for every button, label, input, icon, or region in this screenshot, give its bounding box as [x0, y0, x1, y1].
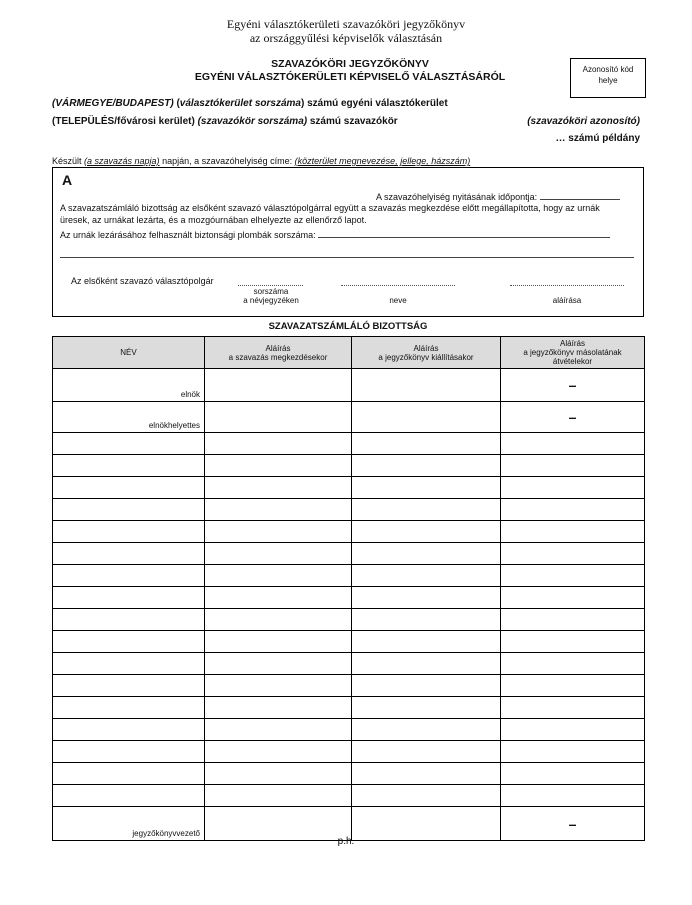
role-chair[interactable]: elnök [53, 369, 205, 402]
sig-cell[interactable] [501, 631, 645, 653]
sig-cell[interactable] [352, 587, 501, 609]
district-line [52, 98, 448, 109]
table-row [53, 763, 645, 785]
sig-cell[interactable] [352, 565, 501, 587]
blank-line[interactable] [60, 257, 634, 258]
table-row [53, 543, 645, 565]
sig-issue-b: a jegyzőkönyv kiállításakor [378, 352, 474, 362]
sig-cell[interactable] [205, 543, 352, 565]
sig-copy-c: átvételekor [552, 357, 593, 366]
page-subtitle: EGYÉNI VÁLASZTÓKERÜLETI KÉPVISELŐ VÁLASZTÁSÁRÓL [194, 71, 506, 83]
stamp-place: p.h. [337, 836, 355, 847]
sig-cell[interactable] [352, 543, 501, 565]
sig-copy-a: Aláírás [560, 339, 585, 348]
document-header-line2: az országgyűlési képviselők választásán [249, 31, 443, 45]
sig-cell[interactable] [501, 785, 645, 807]
verification-text-1: A szavazatszámláló bizottság az elsőként szavazó választópolgárral együtt a szavazás megkezdése előtt megállapította, hogy az urnák [60, 203, 600, 213]
sig-issue-a: Aláírás [413, 343, 439, 353]
name-cell[interactable] [53, 675, 205, 697]
sig-cell[interactable] [501, 741, 645, 763]
sig-cell[interactable] [352, 477, 501, 499]
sig-cell[interactable] [205, 609, 352, 631]
station-text: számú szavazókör [307, 116, 398, 127]
sig-cell[interactable] [352, 455, 501, 477]
verification-text-2: üresek, az urnákat lezárta, és a mozgóurnában elhelyezte az ellenőrző lapot. [60, 215, 367, 225]
sig-cell[interactable] [501, 675, 645, 697]
sig-cell[interactable] [501, 587, 645, 609]
name-cell[interactable] [53, 587, 205, 609]
first-voter-label: Az elsőként szavazó választópolgár [71, 276, 214, 286]
sig-cell[interactable] [205, 402, 352, 433]
table-row [53, 719, 645, 741]
sig-cell[interactable] [501, 455, 645, 477]
name-cell[interactable] [53, 763, 205, 785]
seals-label: Az urnák lezárásához felhasznált biztonsági plombák sorszáma: [60, 230, 316, 240]
dash-cell: – [501, 369, 645, 402]
vote-date-field: (a szavazás napja) [84, 156, 160, 166]
table-row [53, 675, 645, 697]
committee-table [52, 336, 645, 841]
sig-cell[interactable] [352, 785, 501, 807]
settlement-field: (TELEPÜLÉS/fővárosi kerület) [52, 116, 195, 127]
sig-cell[interactable] [352, 631, 501, 653]
sig-cell[interactable] [352, 499, 501, 521]
sig-cell[interactable] [205, 369, 352, 402]
sig-cell[interactable] [205, 499, 352, 521]
seals-field[interactable] [318, 229, 610, 238]
station-number-field: (szavazókör sorszáma) [197, 116, 308, 127]
col-header-sig-issue [352, 337, 501, 369]
sig-cell[interactable] [501, 763, 645, 785]
name-cell[interactable] [53, 653, 205, 675]
sig-cell[interactable] [501, 719, 645, 741]
table-row [53, 565, 645, 587]
sig-cell[interactable] [501, 609, 645, 631]
district-paren: ( [173, 98, 180, 109]
committee-title: SZAVAZATSZÁMLÁLÓ BIZOTTSÁG [268, 321, 428, 332]
made-text: Készült [52, 156, 85, 166]
sig-cell[interactable] [205, 565, 352, 587]
station-id-field: (szavazóköri azonosító) [527, 116, 640, 127]
id-code-label-1: Azonosító kód [582, 65, 634, 74]
table-row [53, 433, 645, 455]
name-cell[interactable] [53, 719, 205, 741]
voter-number-caption-1: sorszáma [253, 287, 289, 296]
name-cell[interactable] [53, 521, 205, 543]
name-cell[interactable] [53, 785, 205, 807]
opening-time-label: A szavazóhelyiség nyitásának időpontja: [376, 192, 538, 202]
col-header-sig-copy [501, 337, 645, 369]
address-label: napján, a szavazóhelyiség címe: [159, 156, 295, 166]
voter-signature-caption: aláírása [552, 296, 582, 305]
seals-line [60, 229, 610, 240]
voter-signature-field[interactable] [510, 284, 624, 286]
address-field: (közterület megnevezése, jellege, házszám) [294, 156, 471, 166]
table-row [53, 631, 645, 653]
id-code-label-2: helye [598, 76, 618, 85]
voter-number-field[interactable] [238, 284, 303, 286]
sig-cell[interactable] [501, 565, 645, 587]
page-title: SZAVAZÓKÖRI JEGYZŐKÖNYV [271, 58, 429, 70]
sig-cell[interactable] [205, 631, 352, 653]
sig-cell[interactable] [205, 477, 352, 499]
document-header-line1: Egyéni választókerületi szavazóköri jegyzőkönyv [226, 17, 466, 31]
table-row [53, 587, 645, 609]
sig-cell[interactable] [501, 543, 645, 565]
sig-cell[interactable] [352, 653, 501, 675]
voter-number-caption [238, 287, 304, 305]
name-cell[interactable] [53, 609, 205, 631]
sig-cell[interactable] [352, 741, 501, 763]
sig-cell[interactable] [501, 697, 645, 719]
sig-cell[interactable] [205, 697, 352, 719]
sig-start-a: Aláírás [265, 343, 291, 353]
name-cell[interactable] [53, 543, 205, 565]
sig-cell[interactable] [501, 477, 645, 499]
sig-cell[interactable] [352, 402, 501, 433]
col-header-name: NÉV [53, 337, 205, 369]
county-field: (VÁRMEGYE/BUDAPEST) [52, 98, 174, 109]
sig-cell[interactable] [352, 369, 501, 402]
table-row-chair [53, 369, 645, 402]
opening-time-field[interactable] [540, 191, 620, 200]
name-cell[interactable] [53, 741, 205, 763]
copy-number-field: … számú példány [555, 133, 640, 144]
sig-cell[interactable] [352, 697, 501, 719]
district-number-field: választókerület sorszáma [179, 98, 301, 109]
sig-cell[interactable] [205, 785, 352, 807]
member-rows [53, 433, 645, 807]
table-row [53, 697, 645, 719]
sig-cell[interactable] [205, 455, 352, 477]
id-code-box [570, 58, 646, 98]
sig-cell[interactable] [501, 433, 645, 455]
sig-cell[interactable] [352, 675, 501, 697]
sig-cell[interactable] [352, 609, 501, 631]
name-cell[interactable] [53, 477, 205, 499]
sig-cell[interactable] [352, 521, 501, 543]
sig-cell[interactable] [205, 719, 352, 741]
sig-cell[interactable] [205, 587, 352, 609]
sig-cell[interactable] [205, 675, 352, 697]
polling-station-line [52, 116, 398, 127]
table-header-row [53, 337, 645, 369]
table-row [53, 653, 645, 675]
role-recorder[interactable]: jegyzőkönyvvezető [53, 807, 205, 841]
col-header-sig-start [205, 337, 352, 369]
sig-cell[interactable] [352, 719, 501, 741]
role-vice-chair[interactable]: elnökhelyettes [53, 402, 205, 433]
table-row [53, 609, 645, 631]
name-cell[interactable] [53, 565, 205, 587]
section-a-box [52, 167, 644, 317]
table-row [53, 785, 645, 807]
sig-cell[interactable] [205, 763, 352, 785]
name-cell[interactable] [53, 631, 205, 653]
sig-copy-b: a jegyzőkönyv másolatának [523, 348, 622, 357]
dash-cell: – [501, 807, 645, 841]
sig-cell[interactable] [501, 521, 645, 543]
voter-name-field[interactable] [341, 284, 455, 286]
table-row-vice [53, 402, 645, 433]
sig-cell[interactable] [501, 499, 645, 521]
voter-name-caption: neve [389, 296, 407, 305]
sig-start-b: a szavazás megkezdésekor [228, 352, 328, 362]
opening-time-line [376, 191, 620, 202]
name-cell[interactable] [53, 697, 205, 719]
table-row [53, 477, 645, 499]
section-a-letter: A [62, 172, 73, 188]
sig-cell[interactable] [501, 653, 645, 675]
name-cell[interactable] [53, 433, 205, 455]
table-row [53, 741, 645, 763]
voter-number-caption-2: a névjegyzéken [243, 296, 299, 305]
sig-cell[interactable] [205, 741, 352, 763]
table-row [53, 455, 645, 477]
name-cell[interactable] [53, 455, 205, 477]
sig-cell[interactable] [205, 521, 352, 543]
table-row [53, 521, 645, 543]
sig-cell[interactable] [352, 433, 501, 455]
sig-cell[interactable] [205, 433, 352, 455]
dash-cell: – [501, 402, 645, 433]
sig-cell[interactable] [352, 763, 501, 785]
made-on-line [52, 156, 470, 166]
name-cell[interactable] [53, 499, 205, 521]
table-row [53, 499, 645, 521]
sig-cell[interactable] [205, 653, 352, 675]
district-text: ) számú egyéni választókerület [300, 98, 448, 109]
